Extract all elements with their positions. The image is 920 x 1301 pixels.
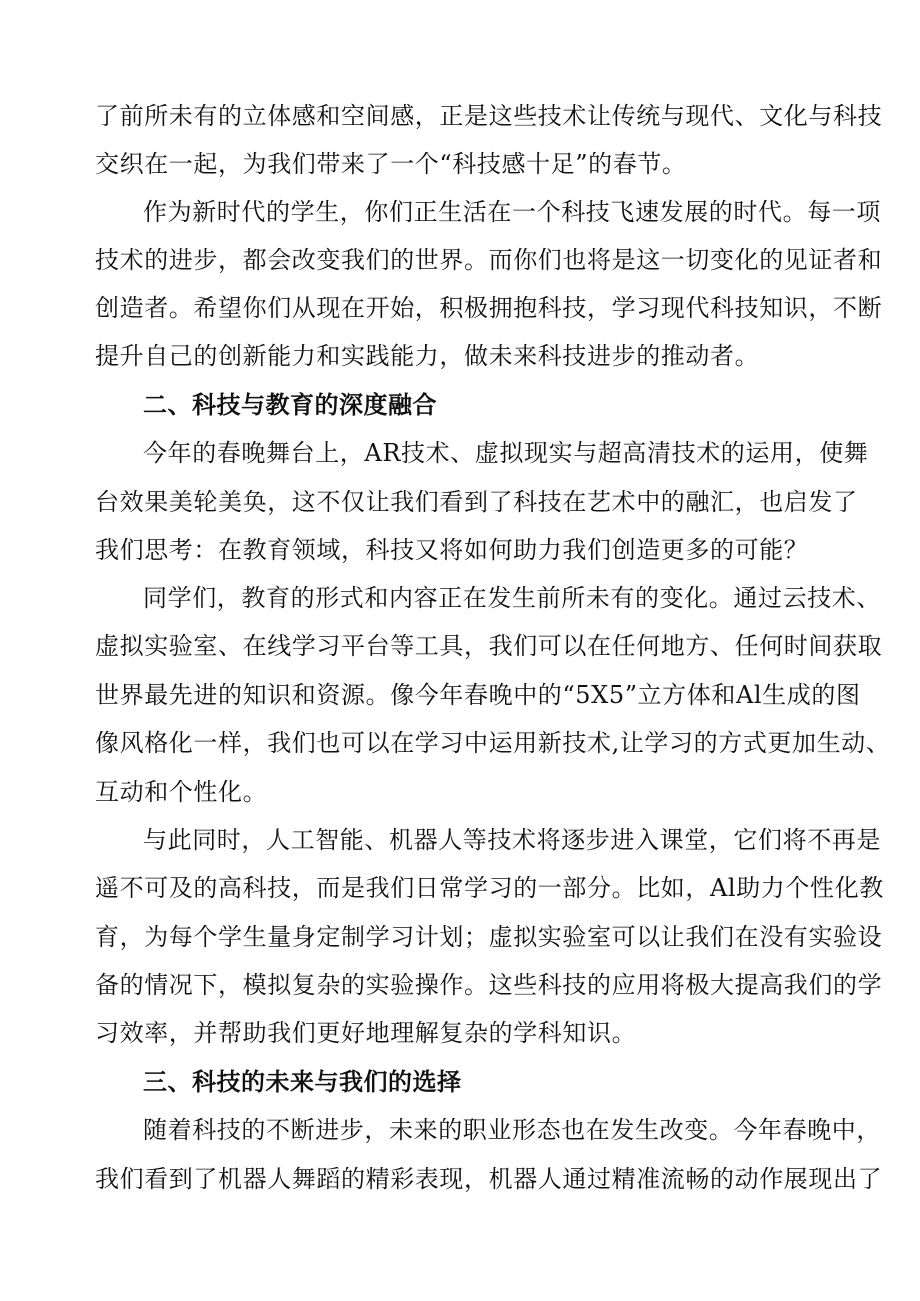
body-line-9: 台效果美轮美奂，这不仅让我们看到了科技在艺术中的融汇，也启发了 xyxy=(95,488,858,516)
body-line-12: 虚拟实验室、在线学习平台等工具，我们可以在任何地方、任何时间获取 xyxy=(95,632,883,660)
body-line-3: 作为新时代的学生，你们正生活在一个科技飞速发展的时代。每一项 xyxy=(143,198,881,226)
body-line-17: 遥不可及的高科技，而是我们日常学习的一部分。比如，Al助力个性化教 xyxy=(95,874,884,902)
body-line-15: 互动和个性化。 xyxy=(95,778,268,806)
body-line-10: 我们思考：在教育领域，科技又将如何助力我们创造更多的可能？ xyxy=(95,536,809,564)
body-line-13: 世界最先进的知识和资源。像今年春晚中的“5X5”立方体和Al生成的图 xyxy=(95,681,861,709)
body-line-6: 提升自己的创新能力和实践能力，做未来科技进步的推动者。 xyxy=(95,342,760,370)
body-line-20: 习效率，并帮助我们更好地理解复杂的学科知识。 xyxy=(95,1019,637,1047)
body-line-4: 技术的进步，都会改变我们的世界。而你们也将是这一切变化的见证者和 xyxy=(95,246,883,274)
body-line-2: 交织在一起，为我们带来了一个“科技感十足”的春节。 xyxy=(95,150,687,178)
section-heading-3: 三、科技的未来与我们的选择 xyxy=(143,1068,462,1096)
section-heading-2: 二、科技与教育的深度融合 xyxy=(143,391,437,419)
body-line-19: 备的情况下，模拟复杂的实验操作。这些科技的应用将极大提高我们的学 xyxy=(95,971,883,999)
body-line-8: 今年的春晚舞台上，AR技术、虚拟现实与超高清技术的运用，使舞 xyxy=(143,439,869,467)
body-line-22: 随着科技的不断进步，未来的职业形态也在发生改变。今年春晚中， xyxy=(143,1116,881,1144)
body-line-5: 创造者。希望你们从现在开始，积极拥抱科技，学习现代科技知识，不断 xyxy=(95,294,883,322)
body-line-18: 育，为每个学生量身定制学习计划；虚拟实验室可以让我们在没有实验设 xyxy=(95,923,883,951)
body-line-14: 像风格化一样，我们也可以在学习中运用新技术,让学习的方式更加生动、 xyxy=(95,729,891,757)
body-line-11: 同学们，教育的形式和内容正在发生前所未有的变化。通过云技术、 xyxy=(143,584,881,612)
body-line-16: 与此同时，人工智能、机器人等技术将逐步进入课堂，它们将不再是 xyxy=(143,826,881,854)
body-line-23: 我们看到了机器人舞蹈的精彩表现，机器人通过精准流畅的动作展现出了 xyxy=(95,1165,883,1193)
body-line-1: 了前所未有的立体感和空间感，正是这些技术让传统与现代、文化与科技 xyxy=(95,102,883,130)
